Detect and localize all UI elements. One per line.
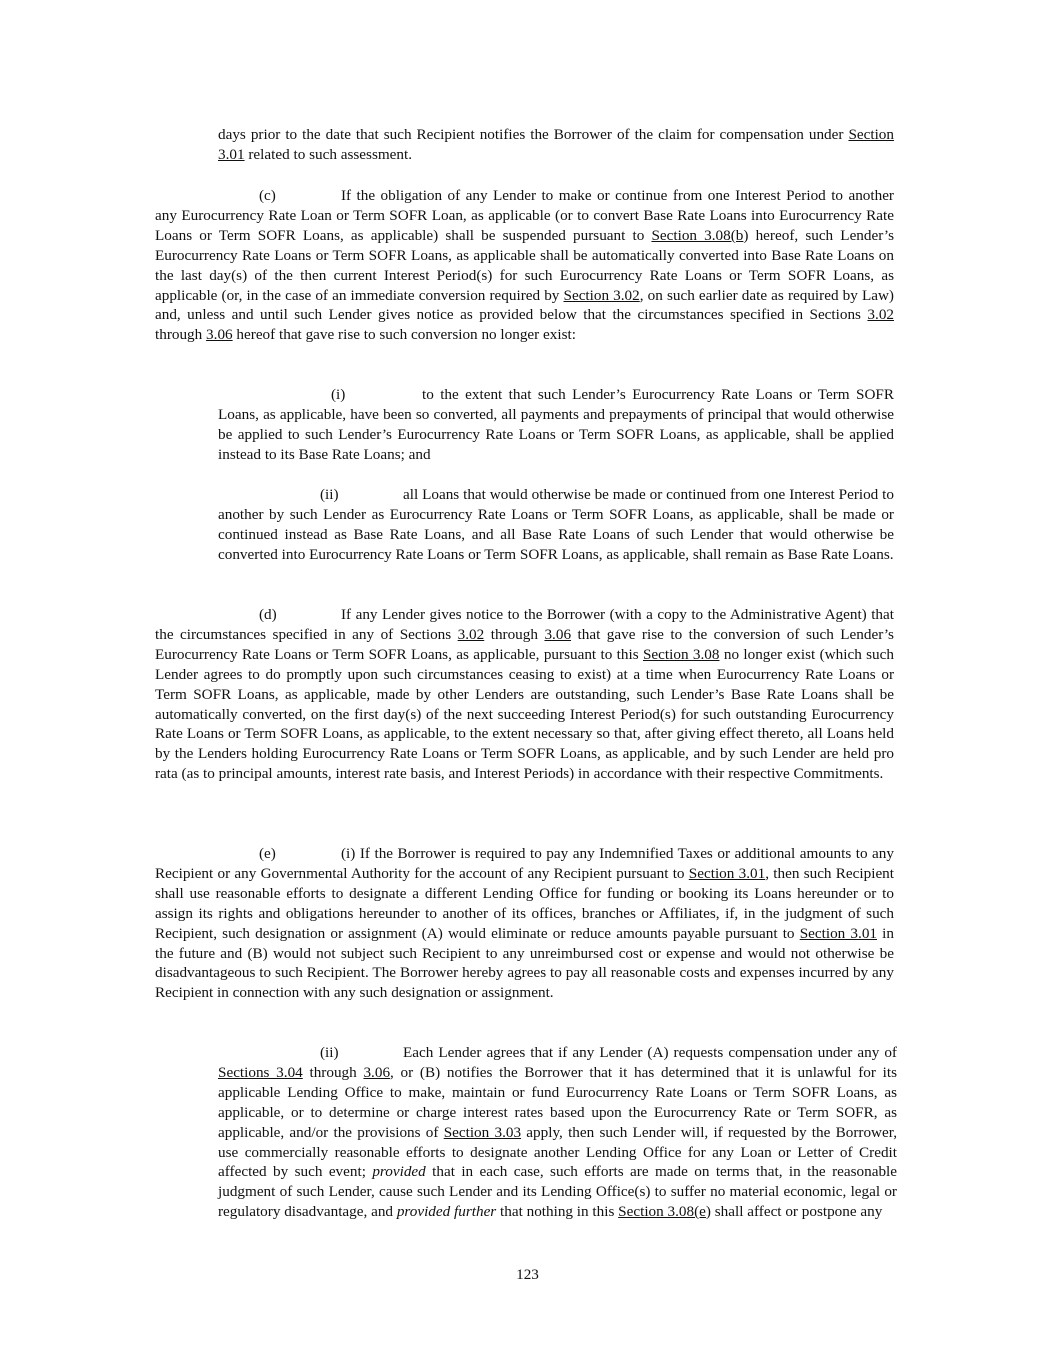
clause-label: (d) bbox=[259, 606, 277, 623]
paragraph-c: (c) If the obligation of any Lender to make or continue from one Interest Period to another any Eurocurrency Rate Loan or Term SOFR Loan, as applicable (or to convert Base Rate Loans into Eurocurrency Rate Loans or Term SOFR Loans, as applicable) shall be suspended pursuant to Section 3.08(b) hereof, such Lender’s Eurocurrency Rate Loans or Term SOFR Loans, as applicable shall be automatically converted into Base Rate Loans on the last day(s) of the then current Interest Period(s) for such Eurocurrency Rate Loans or Term SOFR Loans, as applicable (or, in the case of an immediate conversion required by Section 3.02, on such earlier date as required by Law) and, unless and until such Lender gives notice as provided below that the circumstances specified in Sections 3.02 through 3.06 hereof that gave rise to such conversion no longer exist: bbox=[155, 187, 894, 344]
clause-label: (e) bbox=[259, 845, 276, 862]
paragraph-e: (e) (i) If the Borrower is required to pay any Indemnified Taxes or additional amounts to any Recipient or any Governmental Authority for the account of any Recipient pursuant to Section 3.01, then such Recipient shall use reasonable efforts to designate a different Lending Office for funding or booking its Loans hereunder or to assign its rights and obligations hereunder to another of its offices, branches or Affiliates, if, in the judgment of such Recipient, such designation or assignment (A) would eliminate or reduce amounts payable pursuant to Section 3.01 in the future and (B) would not subject such Recipient to any unreimbursed cost or expense and would not otherwise be disadvantageous to such Recipient. The Borrower hereby agrees to pay all reasonable costs and expenses incurred by any Recipient in connection with any such designation or assignment. bbox=[155, 845, 894, 1002]
section-reference: Section 3.08(e bbox=[618, 1203, 706, 1221]
clause-label: (ii) bbox=[320, 486, 339, 503]
paragraph-c-i: (i) to the extent that such Lender’s Eurocurrency Rate Loans or Term SOFR Loans, as applicable, have been so converted, all payments and prepayments of principal that would otherwise be applied to such Lender’s Eurocurrency Rate Loans or Term SOFR Loans, as applicable, shall be applied instead to its Base Rate Loans; and bbox=[218, 386, 894, 463]
section-reference: Section 3.08 bbox=[642, 645, 720, 663]
section-reference: 3.02 bbox=[457, 625, 485, 643]
paragraph-d: (d) If any Lender gives notice to the Borrower (with a copy to the Administrative Agent) that the circumstances specified in any of Sections 3.02 through 3.06 that gave rise to the conversion of such Lender’s Eurocurrency Rate Loans or Term SOFR Loans, as applicable, pursuant to this Section 3.08 no longer exist (which such Lender agrees to do promptly upon such circumstances ceasing to exist) at a time when Eurocurrency Rate Loans or Term SOFR Loans, as applicable, made by other Lenders are outstanding, such Lender’s Base Rate Loans shall be automatically converted, on the first day(s) of the next succeeding Interest Period(s) for such outstanding Eurocurrency Rate Loans or Term SOFR Loans, as applicable, to the extent necessary so that, after giving effect thereto, all Loans held by the Lenders holding Eurocurrency Rate Loans or Term SOFR Loans, as applicable, and by such Lender are held pro rata (as to principal amounts, interest rate basis, and Interest Periods) in accordance with their respective Commitments. bbox=[155, 606, 894, 783]
paragraph-c-ii: (ii) all Loans that would otherwise be made or continued from one Interest Period to another by such Lender as Eurocurrency Rate Loans or Term SOFR Loans, as applicable, shall be made or continued instead as Base Rate Loans, and all Base Rate Loans of such Lender that would otherwise be converted into Eurocurrency Rate Loans or Term SOFR Loans, as applicable, shall remain as Base Rate Loans. bbox=[218, 486, 894, 563]
section-reference: 3.06 bbox=[363, 1063, 391, 1081]
page-number: 123 bbox=[516, 1266, 539, 1283]
section-reference: 3.02 bbox=[867, 306, 894, 324]
section-reference: Section 3.01 bbox=[688, 864, 766, 882]
section-reference: 3.06 bbox=[544, 625, 572, 643]
paragraph-continuation: days prior to the date that such Recipient notifies the Borrower of the claim for compensation under Section 3.01 related to such assessment. bbox=[218, 126, 894, 163]
section-reference: 3.06 bbox=[206, 326, 233, 344]
emphasis-term: provided bbox=[372, 1163, 426, 1181]
clause-label: (c) bbox=[259, 187, 276, 204]
section-reference: Section 3.01 bbox=[799, 924, 878, 942]
section-reference: Section 3.03 bbox=[443, 1123, 522, 1141]
clause-label: (i) bbox=[331, 386, 346, 403]
clause-label: (ii) bbox=[320, 1044, 339, 1061]
paragraph-e-ii: (ii) Each Lender agrees that if any Lender (A) requests compensation under any of Sections 3.04 through 3.06, or (B) notifies the Borrower that it has determined that it is unlawful for its applicable Lending Office to make, maintain or fund Eurocurrency Rate Loans or Term SOFR Loans, as applicable, or to determine or charge interest rates based upon the Eurocurrency Rate or Term SOFR, as applicable, and/or the provisions of Section 3.03 apply, then such Lender will, if requested by the Borrower, use commercially reasonable efforts to designate another Lending Office for any Loan or Letter of Credit affected by such event; provided that in each case, such efforts are made on terms that, in the reasonable judgment of such Lender, cause such Lender and its Lending Office(s) to suffer no material economic, legal or regulatory disadvantage, and provided further that nothing in this Section 3.08(e) shall affect or postpone any bbox=[218, 1044, 897, 1221]
section-reference: Section 3.08(b bbox=[651, 226, 744, 244]
emphasis-term: provided further bbox=[396, 1203, 497, 1221]
section-reference: Section 3.02 bbox=[563, 286, 640, 304]
section-reference: Sections 3.04 bbox=[218, 1063, 303, 1081]
section-reference: Section 3.01 bbox=[218, 126, 894, 163]
